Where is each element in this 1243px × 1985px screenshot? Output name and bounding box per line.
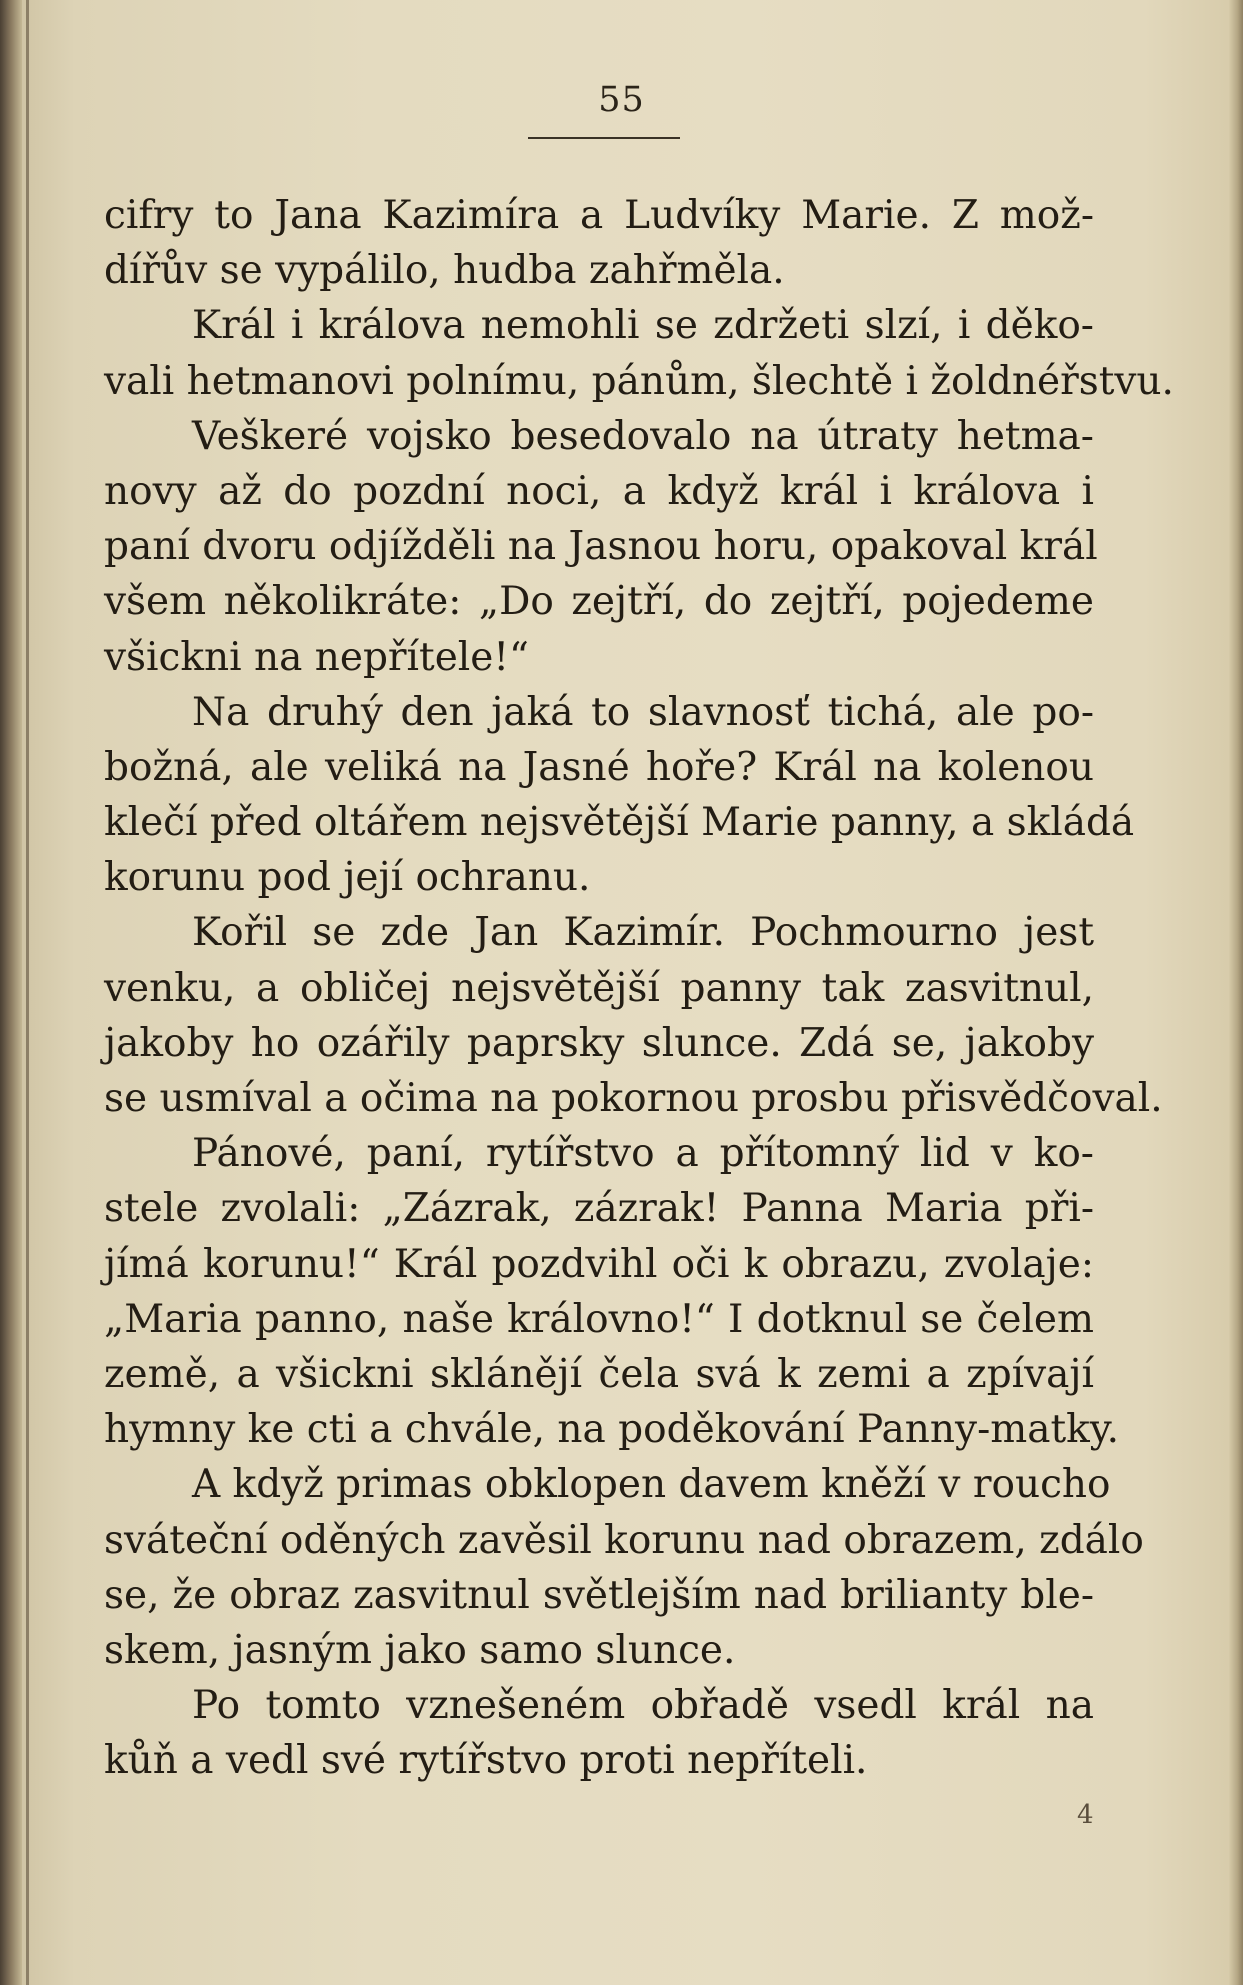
body-text [104,188,1174,1788]
text-line: skem, jasným jako samo slunce. [104,1627,736,1673]
text-line: Na druhý den jaká to slavnosť tichá, ale po- [192,689,1094,735]
text-line: klečí před oltářem nejsvětější Marie panny, a skládá [104,800,1135,846]
page-number-rule [528,137,680,139]
text-line: Král i králova nemohli se zdržeti slzí, i děko- [192,303,1094,349]
text-line: kůň a vedl své rytířstvo proti nepříteli. [104,1738,868,1784]
text-line: novy až do pozdní noci, a když král i králova i [104,468,1094,514]
text-line: venku, a obličej nejsvětější panny tak zasvitnul, [104,965,1094,1011]
gutter-line [26,0,29,1985]
text-line: Pánové, paní, rytířstvo a přítomný lid v ko- [192,1131,1094,1177]
text-line: jímá korunu!“ Král pozdvihl oči k obrazu, zvolaje: [104,1241,1094,1287]
signature-mark: 4 [1077,1800,1094,1830]
page-number: 55 [598,80,645,120]
text-line: „Maria panno, naše královno!“ I dotknul se čelem [104,1296,1094,1342]
text-line: sváteční oděných zavěsil korunu nad obrazem, zdálo [104,1517,1144,1563]
text-line: se, že obraz zasvitnul světlejším nad brilianty ble- [104,1572,1094,1618]
text-line: božná, ale veliká na Jasné hoře? Král na kolenou [104,744,1094,790]
text-line: Kořil se zde Jan Kazimír. Pochmourno jest [192,910,1094,956]
text-line: paní dvoru odjížděli na Jasnou horu, opakoval král [104,524,1098,570]
page-right-edge [1229,0,1243,1985]
text-line: Po tomto vznešeném obřadě vsedl král na [192,1683,1094,1729]
text-line: všem několikráte: „Do zejtří, do zejtří, pojedeme [104,579,1094,625]
text-line: cifry to Jana Kazimíra a Ludvíky Marie. Z mož- [104,193,1094,238]
text-line: se usmíval a očima na pokornou prosbu přisvědčoval. [104,1076,1163,1121]
text-line: vali hetmanovi polnímu, pánům, šlechtě i žoldnéřstvu. [104,358,1174,404]
text-line: korunu pod její ochranu. [104,855,591,901]
text-line: všickni na nepřítele!“ [104,634,529,680]
text-line: stele zvolali: „Zázrak, zázrak! Panna Maria při- [104,1186,1094,1232]
text-line: jakoby ho ozářily paprsky slunce. Zdá se, jakoby [104,1020,1094,1066]
text-line: dířův se vypálilo, hudba zahřměla. [104,248,785,294]
text-line: Veškeré vojsko besedovalo na útraty hetma- [192,413,1094,459]
book-binding-edge [0,0,22,1985]
text-line: hymny ke cti a chvále, na poděkování Panny-matky. [104,1407,1120,1453]
text-line: A když primas obklopen davem kněží v roucho [192,1462,1111,1508]
text-line: země, a všickni sklánějí čela svá k zemi a zpívají [104,1351,1094,1397]
